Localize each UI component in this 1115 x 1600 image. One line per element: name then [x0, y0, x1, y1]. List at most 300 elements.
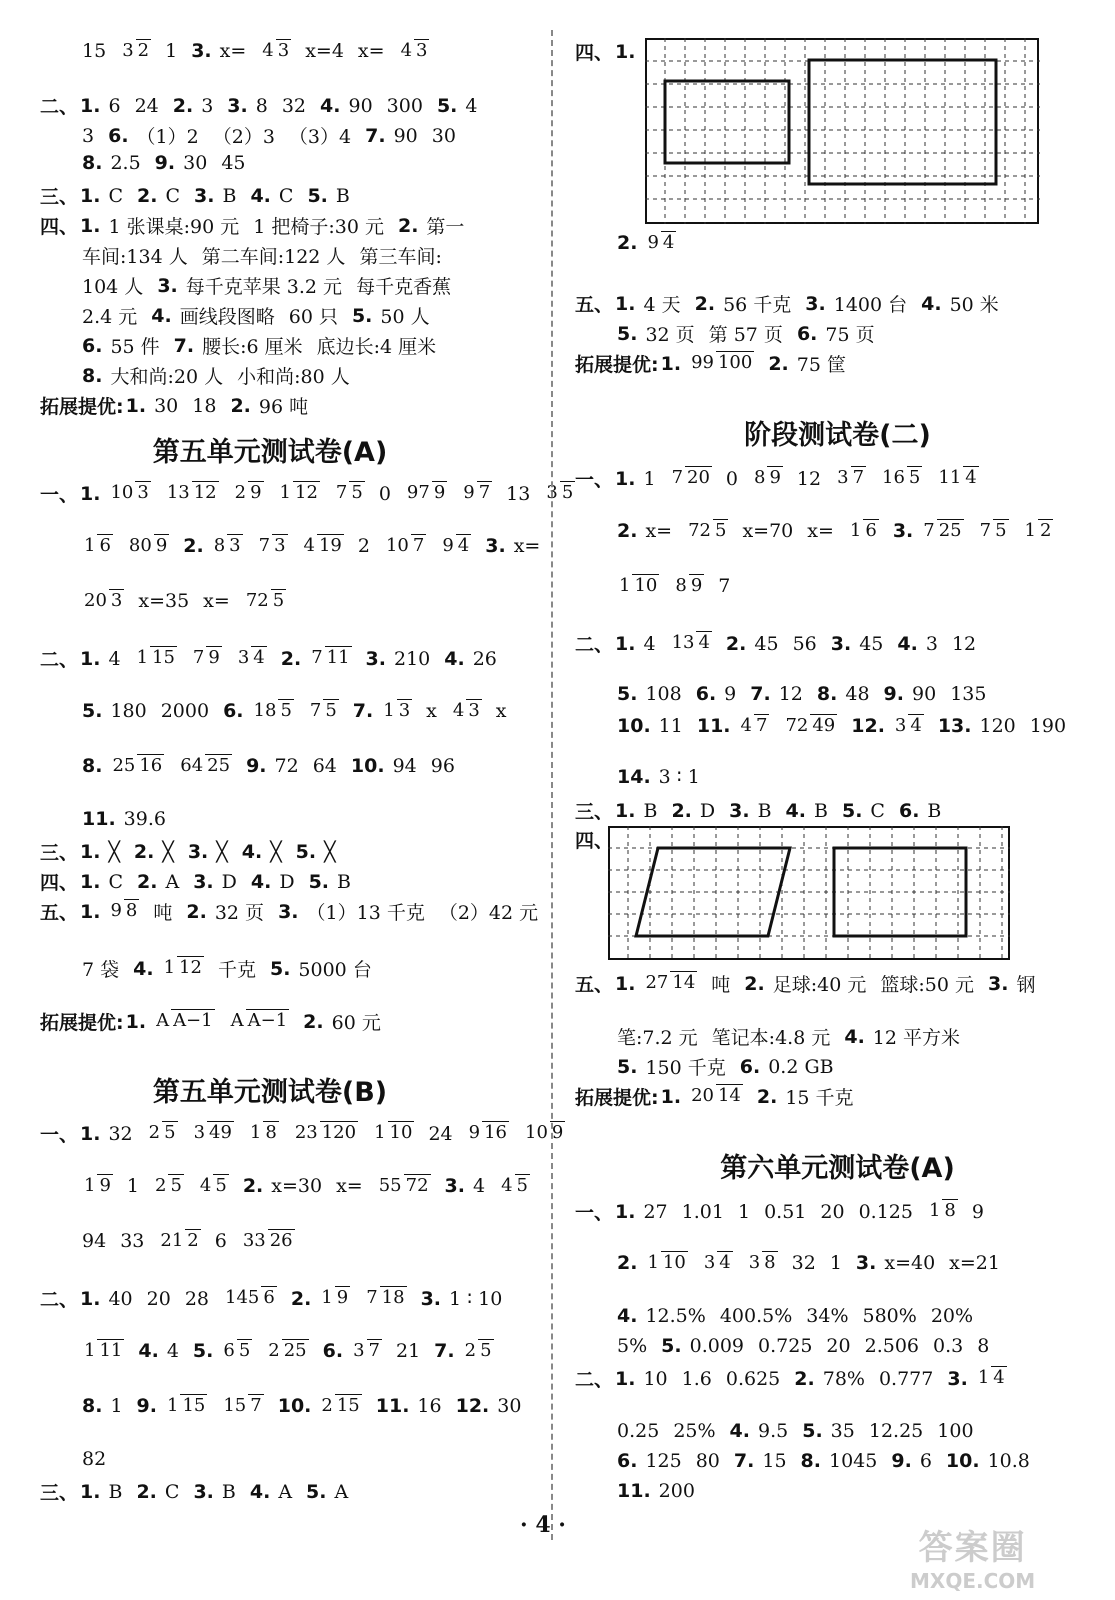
answer-text: 0.25: [617, 1420, 660, 1442]
numerator: 4: [740, 714, 752, 736]
answer-text: D: [699, 799, 716, 822]
answer-text: 0.3: [933, 1335, 964, 1357]
fraction: [670, 634, 712, 653]
denominator: 7: [250, 1394, 262, 1416]
answer-text: 10: [643, 1367, 668, 1390]
section-marker: 三、: [575, 801, 614, 823]
fraction: [499, 1174, 530, 1196]
numerator: 11: [938, 467, 962, 489]
answer-text: 8: [255, 94, 268, 117]
answer-text: x=: [807, 520, 834, 542]
question-number: 2.: [183, 535, 204, 557]
answer-text: 90: [912, 683, 937, 705]
denominator: 4: [662, 231, 675, 253]
answer-text: 2.4 元: [82, 306, 138, 328]
watermark: [910, 1520, 1035, 1593]
answer-text: 1: [829, 1252, 842, 1274]
answer-text: 笔:7.2 元: [617, 1027, 698, 1049]
question-number: 1.: [80, 870, 101, 893]
answer-text: 7 袋: [82, 959, 120, 981]
numerator: 145: [225, 1287, 260, 1309]
answer-text: 4: [465, 94, 478, 117]
answer-text: C: [870, 799, 885, 822]
question-number: 11.: [82, 808, 116, 830]
answer-text: 34%: [806, 1305, 849, 1327]
question-number: 4.: [785, 799, 806, 822]
numerator: 7: [311, 647, 323, 669]
answer-text: 12: [951, 632, 977, 655]
fraction: [673, 574, 704, 596]
answer-line: [617, 1480, 709, 1502]
fraction: [162, 959, 204, 978]
answer-text: 56 千克: [723, 294, 792, 316]
answer-text: 0.725: [758, 1335, 813, 1357]
denominator: 9: [99, 1174, 111, 1196]
denominator: 49: [209, 1122, 232, 1144]
answer-text: 45: [859, 632, 884, 655]
answer-text: x=35: [138, 590, 190, 612]
question-number: 2.: [242, 1175, 264, 1197]
question-number: 1.: [80, 1480, 101, 1503]
answer-line: [82, 700, 521, 722]
question-number: 2.: [768, 352, 789, 375]
denominator: 2: [187, 1229, 199, 1251]
answer-text: x: [495, 700, 507, 722]
answer-line: [82, 808, 180, 830]
denominator: 12: [193, 482, 217, 504]
question-number: 10.: [617, 715, 651, 737]
fraction: [451, 699, 482, 721]
question-number: 5.: [802, 1420, 823, 1442]
question-number: 2.: [137, 184, 158, 207]
numerator: 27: [645, 972, 669, 994]
numerator: 9: [463, 482, 475, 504]
answer-line: [82, 272, 465, 299]
section-marker: 五、: [575, 294, 614, 316]
question-number: 3.: [191, 40, 212, 62]
numerator: 3: [546, 482, 558, 504]
answer-text: 1: [737, 1200, 751, 1223]
answer-line: [617, 1335, 1003, 1357]
numerator: 1: [1024, 519, 1036, 541]
answer-text: 75 筐: [796, 354, 846, 376]
answer-text: 9: [971, 1200, 984, 1223]
section-title: 第五单元测试卷(A): [152, 437, 388, 468]
answer-text: 580%: [862, 1305, 917, 1327]
answer-text: 40: [108, 1287, 133, 1310]
question-number: 3.: [157, 274, 178, 297]
fraction: [120, 39, 151, 61]
answer-line: [40, 480, 589, 507]
answer-text: x=70: [742, 520, 794, 542]
denominator: 5: [351, 482, 363, 504]
question-number: 1.: [80, 214, 101, 237]
fraction: [544, 484, 575, 503]
answer-text: D: [279, 870, 295, 893]
answer-line: [82, 242, 456, 269]
numerator: 3: [353, 1339, 365, 1361]
fraction: [108, 902, 139, 921]
question-number: 7.: [173, 334, 195, 357]
section-marker: 五、: [40, 902, 79, 924]
answer-text: C: [278, 184, 294, 207]
question-number: 1.: [615, 632, 636, 655]
denominator: 3: [137, 482, 149, 504]
denominator: 3: [274, 534, 286, 556]
watermark-logo: 答案圈: [918, 1528, 1027, 1568]
question-number: 4.: [617, 1305, 638, 1327]
numerator: 7: [335, 482, 348, 504]
answer-text: 10.8: [987, 1450, 1030, 1472]
question-number: 9.: [891, 1450, 912, 1472]
answer-text: 35: [830, 1420, 855, 1442]
numerator: 1: [167, 1394, 179, 1416]
question-number: 3.: [729, 799, 750, 822]
answer-line: [82, 302, 444, 329]
answer-text: ╳: [108, 840, 120, 863]
answer-text: x=4: [305, 40, 344, 62]
answer-text: 每千克香蕉: [356, 276, 452, 298]
answer-text: 30: [497, 1395, 522, 1417]
question-number: 4.: [250, 184, 271, 207]
answer-text: 画线段图略: [179, 306, 275, 328]
fraction: [381, 699, 412, 721]
answer-line: [82, 955, 386, 982]
grid-figure-parallelogram: [608, 826, 1010, 960]
answer-line: [40, 92, 491, 119]
answer-line: [617, 1420, 988, 1442]
fraction: [110, 754, 164, 776]
question-number: 9.: [136, 1395, 157, 1417]
question-number: 6.: [223, 700, 244, 722]
answer-text: x: [426, 700, 437, 722]
denominator: 5: [164, 1122, 176, 1144]
answer-line: [40, 392, 322, 419]
answer-text: 125: [645, 1450, 682, 1472]
answer-text: 1.01: [681, 1200, 724, 1223]
fraction: [82, 1174, 113, 1196]
numerator: 9: [442, 534, 454, 556]
answer-text: 30: [154, 394, 179, 417]
denominator: 4: [965, 467, 977, 489]
answer-text: 3 ∶ 1: [658, 766, 700, 788]
numerator: 1: [163, 957, 176, 979]
answer-text: 78%: [822, 1367, 865, 1390]
denominator: 12: [295, 482, 318, 504]
answer-line: [40, 1478, 362, 1505]
question-number: 8.: [82, 1395, 103, 1417]
question-number: 9.: [883, 683, 904, 705]
question-number: 7.: [352, 700, 374, 722]
numerator: 2: [155, 1174, 167, 1196]
numerator: 1: [928, 1200, 941, 1222]
answer-text: 82: [82, 1448, 107, 1470]
answer-text: 4: [643, 632, 656, 655]
question-number: 2.: [617, 1252, 638, 1274]
answer-text: 26: [472, 647, 497, 670]
numerator: 1: [849, 519, 862, 541]
numerator: 97: [406, 482, 430, 504]
denominator: 15: [336, 1394, 360, 1416]
question-number: 11.: [696, 715, 731, 737]
answer-text: B: [222, 184, 237, 207]
numerator: 9: [110, 900, 122, 922]
answer-text: 11: [658, 715, 683, 737]
denominator: 7: [755, 714, 768, 736]
question-number: 8.: [82, 755, 103, 777]
question-number: 5.: [306, 1480, 327, 1503]
question-number: 5.: [617, 683, 638, 705]
section-marker: 四、: [40, 216, 79, 238]
answer-text: 第一: [426, 216, 465, 238]
section-marker: 四、: [40, 872, 79, 894]
answer-text: B: [335, 184, 350, 207]
section-marker: 三、: [40, 842, 79, 864]
numerator: 3: [703, 1251, 716, 1273]
answer-line: [617, 1053, 848, 1080]
denominator: 9: [155, 534, 168, 556]
question-number: 5.: [295, 840, 317, 863]
denominator: 2: [137, 39, 150, 61]
answer-text: 100: [937, 1420, 974, 1442]
numerator: 7: [258, 534, 271, 556]
numerator: 1: [977, 1367, 990, 1389]
answer-text: 笔记本:4.8 元: [711, 1027, 831, 1049]
denominator: 72: [405, 1174, 429, 1196]
answer-line: [82, 535, 554, 557]
answer-text: 2000: [160, 700, 210, 722]
fraction: [165, 484, 219, 503]
fraction: [319, 1289, 350, 1308]
denominator: 120: [321, 1122, 357, 1144]
answer-text: 3: [201, 94, 214, 117]
answer-line: [617, 715, 1080, 737]
fraction: [236, 649, 267, 668]
question-number: 4.: [729, 1420, 750, 1442]
section-marker: 一、: [40, 1124, 79, 1146]
fraction: [976, 1369, 1007, 1388]
answer-line: [40, 898, 552, 925]
question-number: 2.: [725, 632, 747, 655]
fraction: [463, 1339, 494, 1361]
numerator: 2: [268, 1339, 280, 1361]
fraction: [384, 534, 426, 556]
numerator: 20: [691, 1085, 714, 1107]
answer-text: 4 天: [643, 294, 681, 316]
answer-text: 0.125: [858, 1200, 913, 1223]
answer-text: 足球:40 元: [772, 974, 867, 996]
question-number: 7.: [434, 1340, 455, 1362]
answer-text: 6: [214, 1230, 227, 1252]
question-number: 3.: [988, 972, 1009, 995]
numerator: 2: [321, 1394, 333, 1416]
fraction: [739, 714, 770, 736]
answer-text: 2: [357, 535, 370, 557]
question-number: 1.: [615, 467, 636, 490]
question-number: 4.: [444, 647, 465, 670]
answer-text: B: [108, 1480, 123, 1503]
answer-text: 6: [919, 1450, 932, 1472]
section-marker: 拓展提优:: [40, 396, 124, 418]
answer-text: 0.009: [689, 1335, 745, 1357]
answer-text: 每千克苹果 3.2 元: [185, 276, 343, 298]
question-number: 4.: [249, 1480, 271, 1503]
numerator: 4: [262, 39, 274, 61]
section-title: 第五单元测试卷(B): [152, 1077, 388, 1108]
fraction: [752, 469, 783, 488]
fraction: [82, 589, 124, 611]
page-number: · 4 ·: [520, 1512, 566, 1538]
fraction: [293, 1124, 358, 1143]
answer-text: 94: [82, 1230, 107, 1252]
question-number: 8.: [816, 683, 838, 705]
question-number: 8.: [82, 364, 103, 387]
fraction: [165, 1394, 207, 1416]
denominator: 3: [416, 39, 428, 61]
answer-line: [575, 38, 643, 65]
numerator: 72: [688, 519, 711, 541]
answer-text: 6: [108, 94, 121, 117]
answer-line: [82, 1175, 544, 1197]
numerator: 1: [136, 647, 149, 669]
question-number: 1.: [615, 40, 636, 63]
numerator: A: [156, 1010, 170, 1032]
question-number: 12.: [851, 715, 885, 737]
answer-text: 33: [120, 1230, 145, 1252]
denominator: 10: [634, 574, 658, 596]
denominator: 15: [182, 1394, 206, 1416]
denominator: 25: [283, 1339, 307, 1361]
answer-text: 25%: [673, 1420, 716, 1442]
fraction: [467, 1124, 509, 1143]
fraction: [377, 1174, 431, 1196]
fraction: [278, 484, 320, 503]
question-number: 13.: [937, 715, 972, 737]
answer-text: 1 把椅子:30 元: [253, 216, 384, 238]
answer-text: 车间:134 人: [82, 246, 188, 268]
fraction: [372, 1124, 414, 1143]
denominator: 9: [433, 482, 446, 504]
answer-text: 96: [430, 755, 455, 777]
denominator: 5: [516, 1174, 528, 1196]
answer-text: x=: [203, 590, 230, 612]
answer-text: A: [165, 870, 180, 893]
question-number: 5.: [841, 799, 863, 822]
question-number: 5.: [617, 322, 638, 345]
numerator: 2: [464, 1339, 477, 1361]
denominator: 8: [944, 1200, 956, 1222]
fraction: [260, 39, 291, 61]
denominator: 16: [484, 1122, 507, 1144]
denominator: 9: [690, 574, 703, 596]
answer-text: 45: [221, 152, 246, 174]
fraction: [223, 1289, 277, 1308]
question-number: 4.: [250, 870, 272, 893]
fraction: [244, 589, 286, 611]
denominator: 26: [269, 1229, 293, 1251]
denominator: 8: [265, 1122, 277, 1144]
answer-text: 1400 台: [833, 294, 908, 316]
fraction: [153, 1174, 184, 1196]
question-number: 2.: [617, 520, 638, 542]
answer-text: 底边长:4 厘米: [316, 336, 437, 358]
answer-text: 千克: [217, 959, 256, 981]
denominator: 19: [318, 534, 342, 556]
answer-text: 80: [695, 1450, 720, 1472]
question-number: 1.: [615, 1367, 636, 1390]
answer-text: 190: [1029, 715, 1067, 737]
fraction: [617, 574, 659, 596]
numerator: 9: [647, 231, 659, 253]
question-number: 5.: [82, 700, 103, 722]
denominator: 4: [698, 632, 710, 654]
question-number: 1.: [80, 900, 101, 923]
denominator: 20: [687, 467, 710, 489]
column-divider: [551, 30, 553, 1540]
answer-text: 50 米: [949, 294, 999, 316]
answer-text: 90: [393, 124, 418, 147]
answer-line: [617, 1305, 987, 1327]
numerator: 3: [837, 467, 849, 489]
answer-line: [617, 575, 744, 597]
answer-text: （1）2: [136, 126, 199, 148]
question-number: 2.: [137, 870, 158, 893]
answer-text: ╳: [216, 840, 228, 863]
answer-line: [82, 1448, 120, 1470]
numerator: 18: [253, 699, 277, 721]
answer-text: 12.25: [868, 1420, 924, 1442]
numerator: 72: [785, 714, 809, 736]
fraction: [978, 519, 1009, 541]
answer-text: x=40: [884, 1252, 936, 1274]
grid-figure-rectangles: [645, 38, 1040, 224]
answer-text: x=30: [271, 1175, 323, 1197]
question-number: 5.: [307, 184, 328, 207]
fraction: [233, 484, 264, 503]
fraction: [1023, 519, 1054, 541]
numerator: 1: [84, 1174, 96, 1196]
denominator: 7: [412, 534, 425, 556]
section-title: 阶段测试卷(二): [744, 420, 931, 451]
question-number: 7.: [733, 1450, 755, 1472]
denominator: 9: [769, 467, 781, 489]
answer-line: [617, 1023, 974, 1050]
question-number: 11.: [617, 1480, 651, 1502]
fraction: [523, 1124, 565, 1143]
answer-text: 12: [796, 467, 822, 490]
section-marker: 二、: [40, 96, 79, 118]
answer-text: 15 千克: [785, 1087, 854, 1109]
answer-text: B: [814, 799, 828, 822]
answer-text: ╳: [324, 840, 336, 863]
numerator: 1: [619, 574, 631, 596]
denominator: 4: [910, 714, 922, 736]
question-number: 1.: [80, 1122, 101, 1145]
numerator: 16: [882, 467, 905, 489]
question-number: 3.: [194, 184, 215, 207]
question-number: 3.: [485, 535, 506, 557]
answer-text: 20%: [930, 1305, 974, 1327]
answer-text: 150 千克: [645, 1057, 726, 1079]
section-title: 第六单元测试卷(A): [720, 1153, 955, 1184]
answer-text: 钢: [1016, 974, 1036, 996]
section-marker: 四、: [575, 830, 614, 852]
section-marker: 一、: [575, 469, 614, 491]
question-number: 6.: [898, 799, 920, 822]
question-number: 4.: [897, 632, 918, 655]
answer-text: 1045: [829, 1450, 878, 1472]
answer-line: [82, 590, 300, 612]
